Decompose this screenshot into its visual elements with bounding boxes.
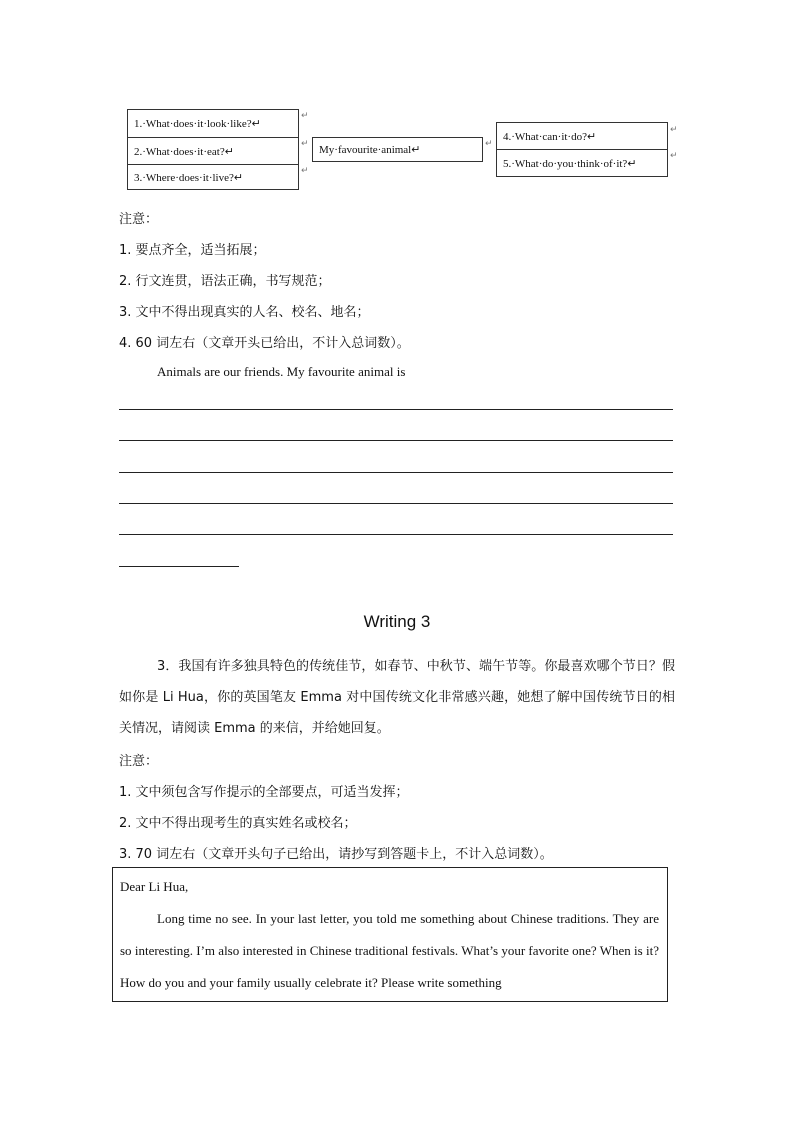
writing-prompt: 3．我国有许多独具特色的传统佳节，如春节、中秋节、端午节等。你最喜欢哪个节日？假如你是 Li Hua，你的英国笔友 Emma 对中国传统文化非常感兴趣，她想了解中国传统节日的相关情况，请阅读 Emma 的来信，并给她回复。	[119, 659, 675, 736]
note2-item-1: 1. 文中须包含写作提示的全部要点，可适当发挥；	[119, 785, 409, 800]
note-item-4: 4. 60 词左右（文章开头已给出，不计入总词数）。	[119, 336, 410, 351]
answer-line[interactable]	[119, 472, 673, 473]
essay-starter: Animals are our friends. My favourite animal is	[157, 364, 406, 379]
cell-end-mark: ↵	[670, 125, 678, 135]
notes-title-2: 注意：	[119, 754, 159, 769]
mindmap-item-2: 2.·What·does·it·eat?↵	[128, 137, 298, 164]
answer-line[interactable]	[119, 534, 673, 535]
note2-item-3: 3. 70 词左右（文章开头句子已给出，请抄写到答题卡上，不计入总词数）。	[119, 847, 553, 862]
note2-item-2: 2. 文中不得出现考生的真实姓名或校名；	[119, 816, 357, 831]
cell-end-mark: ↵	[301, 139, 309, 149]
mindmap-item-1: 1.·What·does·it·look·like?↵	[134, 118, 261, 130]
mindmap-item-3: 3.·Where·does·it·live?↵	[128, 164, 298, 190]
letter-body: Long time no see. In your last letter, you told me something about Chinese traditions. They are so interesting. I’m also interested in Chinese traditional festivals. What’s your favorite one? When is it? How do you and your family usually celebrate it? Please write something	[120, 911, 659, 990]
notes-title: 注意：	[119, 212, 159, 227]
note-item-1: 1. 要点齐全，适当拓展；	[119, 243, 266, 258]
section-heading: Writing 3	[363, 612, 431, 631]
note-item-3: 3. 文中不得出现真实的人名、校名、地名；	[119, 305, 370, 320]
cell-end-mark: ↵	[301, 111, 309, 121]
answer-line-short[interactable]	[119, 566, 239, 567]
mindmap-center-label: My·favourite·animal↵	[319, 144, 421, 156]
letter-greeting: Dear Li Hua,	[120, 879, 189, 894]
cell-end-mark: ↵	[485, 139, 493, 149]
answer-line[interactable]	[119, 440, 673, 441]
mindmap-item-4: 4.·What·can·it·do?↵	[503, 130, 597, 143]
note-item-2: 2. 行文连贯，语法正确，书写规范；	[119, 274, 331, 289]
mindmap-left-box	[127, 109, 299, 190]
cell-end-mark: ↵	[670, 151, 678, 161]
mindmap-center-box	[312, 137, 483, 162]
answer-line[interactable]	[119, 503, 673, 504]
answer-line[interactable]	[119, 409, 673, 410]
mindmap-right-box	[496, 122, 668, 177]
cell-end-mark: ↵	[301, 166, 309, 176]
letter-box	[112, 867, 668, 1002]
mindmap-item-5: 5.·What·do·you·think·of·it?↵	[497, 149, 667, 176]
